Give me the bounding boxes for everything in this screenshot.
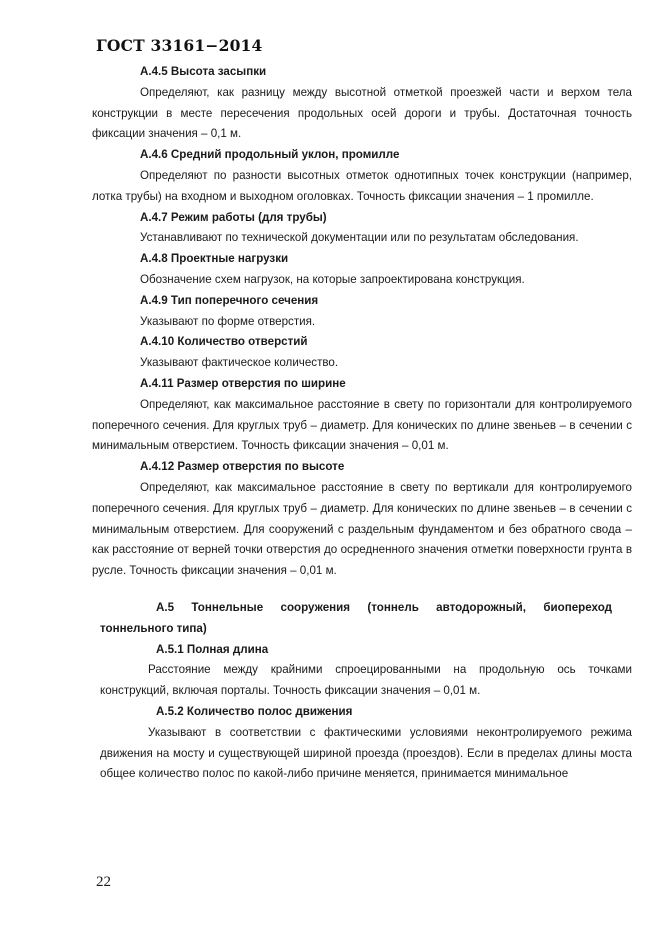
clause-text: Обозначение схем нагрузок, на которые запроектирована конструкция. bbox=[140, 272, 525, 286]
clause-text: Указывают фактическое количество. bbox=[140, 356, 339, 370]
clause-heading: А.5.1 Полная длина bbox=[156, 642, 269, 656]
section-a5-2 bbox=[100, 702, 632, 785]
section-a5-1 bbox=[100, 640, 632, 702]
clause-text: Определяют, как разницу между высотной отметкой проезжей части и верхом тела конструкции в месте пересечения продольных осей дороги и трубы. Достаточная точность фиксации значения – 0,1 м. bbox=[92, 85, 632, 141]
clause-text: Расстояние между крайними спроецированными на продольную ось точками конструкций, включая порталы. Точность фиксации значения – 0,01 м. bbox=[100, 663, 632, 698]
clause-text: Указывают в соответствии с фактическими условиями неконтролируемого режима движения на мосту и существующей шириной проезда (проездов). Если в пределах длины моста общее количество полос по какой-либо причине меняется, принимается минимальное bbox=[100, 725, 632, 781]
section-a4-8 bbox=[92, 249, 632, 291]
clause-heading: А.4.5 Высота засыпки bbox=[140, 65, 267, 78]
section-heading: А.5 Тоннельные сооружения (тоннель автодорожный, биопереход тоннельного типа) bbox=[100, 600, 612, 635]
clause-text: Устанавливают по технической документации или по результатам обследования. bbox=[140, 231, 579, 245]
section-a4-5 bbox=[92, 62, 632, 145]
page-body bbox=[92, 62, 632, 785]
clause-heading: А.4.8 Проектные нагрузки bbox=[140, 252, 289, 266]
clause-text: Указывают по форме отверстия. bbox=[140, 314, 316, 328]
clause-heading: А.4.6 Средний продольный уклон, промилле bbox=[140, 148, 400, 162]
clause-heading: А.4.11 Размер отверстия по ширине bbox=[140, 376, 346, 390]
section-a4-6 bbox=[92, 145, 632, 207]
section-a4-9 bbox=[92, 291, 632, 333]
clause-heading: А.4.12 Размер отверстия по высоте bbox=[140, 460, 345, 474]
section-a4-12 bbox=[92, 457, 632, 582]
section-a4-7 bbox=[92, 208, 632, 250]
standard-designation: ГОСТ 33161−2014 bbox=[96, 36, 263, 55]
clause-text: Определяют по разности высотных отметок однотипных точек конструкции (например, лотка трубы) на входном и выходном оголовках. Точность фиксации значения – 1 промилле. bbox=[92, 168, 632, 203]
clause-text: Определяют, как максимальное расстояние в свету по горизонтали для контролируемого поперечного сечения. Для круглых труб – диаметр. Для конических по длине звеньев – в сечении с минимальным отверстием. Точность фиксации значения – 0,01 м. bbox=[92, 397, 632, 453]
section-a4-11 bbox=[92, 374, 632, 457]
section-a5 bbox=[92, 598, 632, 785]
clause-heading: А.4.10 Количество отверстий bbox=[140, 335, 308, 349]
clause-heading: А.4.7 Режим работы (для трубы) bbox=[140, 210, 327, 224]
clause-text: Определяют, как максимальное расстояние в свету по вертикали для контролируемого поперечного сечения. Для круглых труб – диаметр. Для конических по длине звеньев – в сечении с минимальным отверстием. Для сооружений с раздельным фундаментом и без обратного свода – как расстояние от верней точки отверстия до осредненного значения отметки поверхности грунта в русле. Точность фиксации значения – 0,01 м. bbox=[92, 480, 632, 578]
clause-heading: А.5.2 Количество полос движения bbox=[156, 704, 353, 718]
clause-heading: А.4.9 Тип поперечного сечения bbox=[140, 293, 319, 307]
section-gap bbox=[92, 582, 632, 598]
section-a4-10 bbox=[92, 332, 632, 374]
page-number: 22 bbox=[96, 874, 111, 890]
